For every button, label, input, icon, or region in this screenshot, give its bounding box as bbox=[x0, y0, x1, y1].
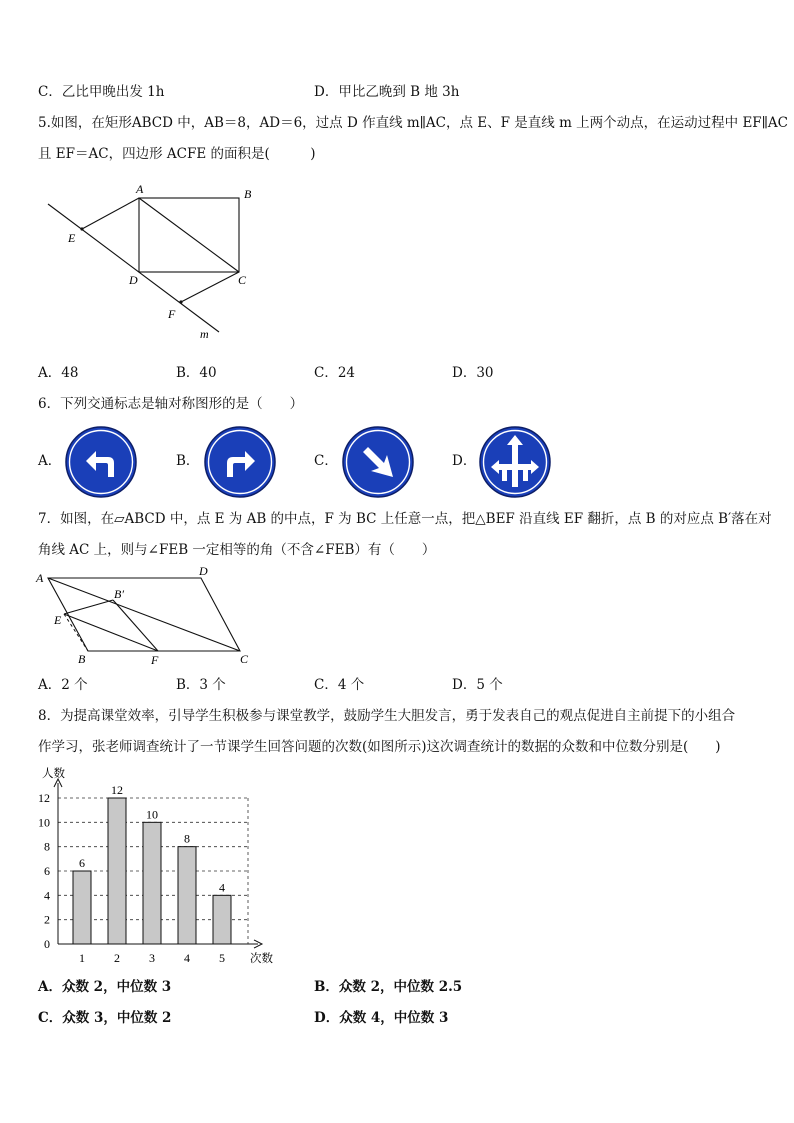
q7-option-a: A．2 个 bbox=[38, 677, 88, 693]
y-tick-label: 6 bbox=[44, 864, 50, 878]
q7-option-c: C．4 个 bbox=[314, 677, 365, 693]
label-d: D bbox=[129, 273, 138, 287]
bar-1 bbox=[73, 871, 91, 944]
y-tick-label: 8 bbox=[44, 839, 50, 854]
bar-3 bbox=[143, 822, 161, 944]
label-e: E bbox=[68, 231, 76, 245]
q7-question-line1: 7．如图，在▱ABCD 中，点 E 为 AB 的中点，F 为 BC 上任意一点，把△BEF 沿直线 EF 翻折，点 B 的对应点 B′落在对 bbox=[38, 511, 772, 527]
label-e: E bbox=[54, 613, 62, 627]
y-tick-label: 4 bbox=[44, 888, 50, 903]
q6-option-d-label: D． bbox=[452, 453, 477, 469]
y-tick-label: 12 bbox=[38, 791, 50, 805]
data-label: 4 bbox=[219, 880, 225, 895]
q5-option-b: B．40 bbox=[176, 365, 217, 381]
y-tick-label: 0 bbox=[44, 937, 50, 951]
q5-option-a: A．48 bbox=[38, 365, 79, 381]
label-d: D bbox=[199, 564, 208, 578]
q5-option-d: D．30 bbox=[452, 365, 494, 381]
label-f: F bbox=[168, 307, 176, 321]
x-tick-label: 5 bbox=[219, 951, 225, 965]
q6-question-line1: 6．下列交通标志是轴对称图形的是（ ） bbox=[38, 396, 304, 412]
q8-option-a: A．众数 2，中位数 3 bbox=[38, 979, 172, 995]
label-f: F bbox=[151, 653, 159, 667]
q8-option-d: D．众数 4，中位数 3 bbox=[314, 1010, 449, 1026]
data-label: 8 bbox=[184, 831, 190, 846]
q7-option-b: B．3 个 bbox=[176, 677, 226, 693]
q8-option-c: C．众数 3，中位数 2 bbox=[38, 1010, 172, 1026]
label-a: A bbox=[136, 182, 144, 196]
q8-option-b: B．众数 2，中位数 2.5 bbox=[314, 979, 463, 995]
q6-option-b-label: B． bbox=[176, 453, 200, 469]
x-tick-label: 4 bbox=[184, 951, 190, 965]
y-axis-label: 人数 bbox=[42, 766, 65, 780]
bar-4 bbox=[178, 847, 196, 944]
q4-option-d: D．甲比乙晚到 B 地 3h bbox=[314, 84, 460, 100]
label-m: m bbox=[200, 327, 209, 341]
y-tick-label: 10 bbox=[38, 815, 50, 830]
bar-2 bbox=[108, 798, 126, 944]
q6-option-a-label: A． bbox=[38, 453, 62, 469]
data-label: 12 bbox=[111, 783, 123, 797]
label-b-prime: B′ bbox=[114, 587, 124, 601]
q4-option-c: C．乙比甲晚出发 1h bbox=[38, 84, 165, 100]
label-c: C bbox=[238, 273, 247, 287]
data-label: 6 bbox=[79, 856, 85, 870]
q5-question-line1: 5.如图，在矩形ABCD 中，AB＝8，AD＝6，过点 D 作直线 m∥AC，点 E、F 是直线 m 上两个动点，在运动过程中 EF∥AC bbox=[38, 115, 788, 131]
q7-option-d: D．5 个 bbox=[452, 677, 503, 693]
label-b: B bbox=[78, 652, 86, 666]
bar-5 bbox=[213, 895, 231, 944]
x-tick-label: 1 bbox=[79, 951, 85, 965]
label-a: A bbox=[36, 571, 44, 585]
data-label: 10 bbox=[146, 807, 158, 822]
x-axis-label: 次数 bbox=[250, 951, 273, 965]
q5-question-line2: 且 EF＝AC，四边形 ACFE 的面积是( ) bbox=[38, 146, 316, 162]
label-c: C bbox=[240, 652, 249, 666]
x-tick-label: 3 bbox=[149, 951, 155, 965]
q5-option-c: C．24 bbox=[314, 365, 356, 381]
x-tick-label: 2 bbox=[114, 951, 120, 965]
q8-question-line2: 作学习，张老师调查统计了一节课学生回答问题的次数(如图所示)这次调查统计的数据的众数和中位数分别是( ) bbox=[38, 739, 721, 755]
q8-question-line1: 8．为提高课堂效率，引导学生积极参与课堂教学，鼓励学生大胆发言，勇于发表自己的观点促进自主前提下的小组合 bbox=[38, 708, 736, 724]
q7-question-line2: 角线 AC 上，则与∠FEB 一定相等的角（不含∠FEB）有（ ） bbox=[38, 542, 436, 558]
label-b: B bbox=[244, 187, 252, 201]
y-tick-label: 2 bbox=[44, 912, 50, 927]
q6-option-c-label: C． bbox=[314, 453, 338, 469]
